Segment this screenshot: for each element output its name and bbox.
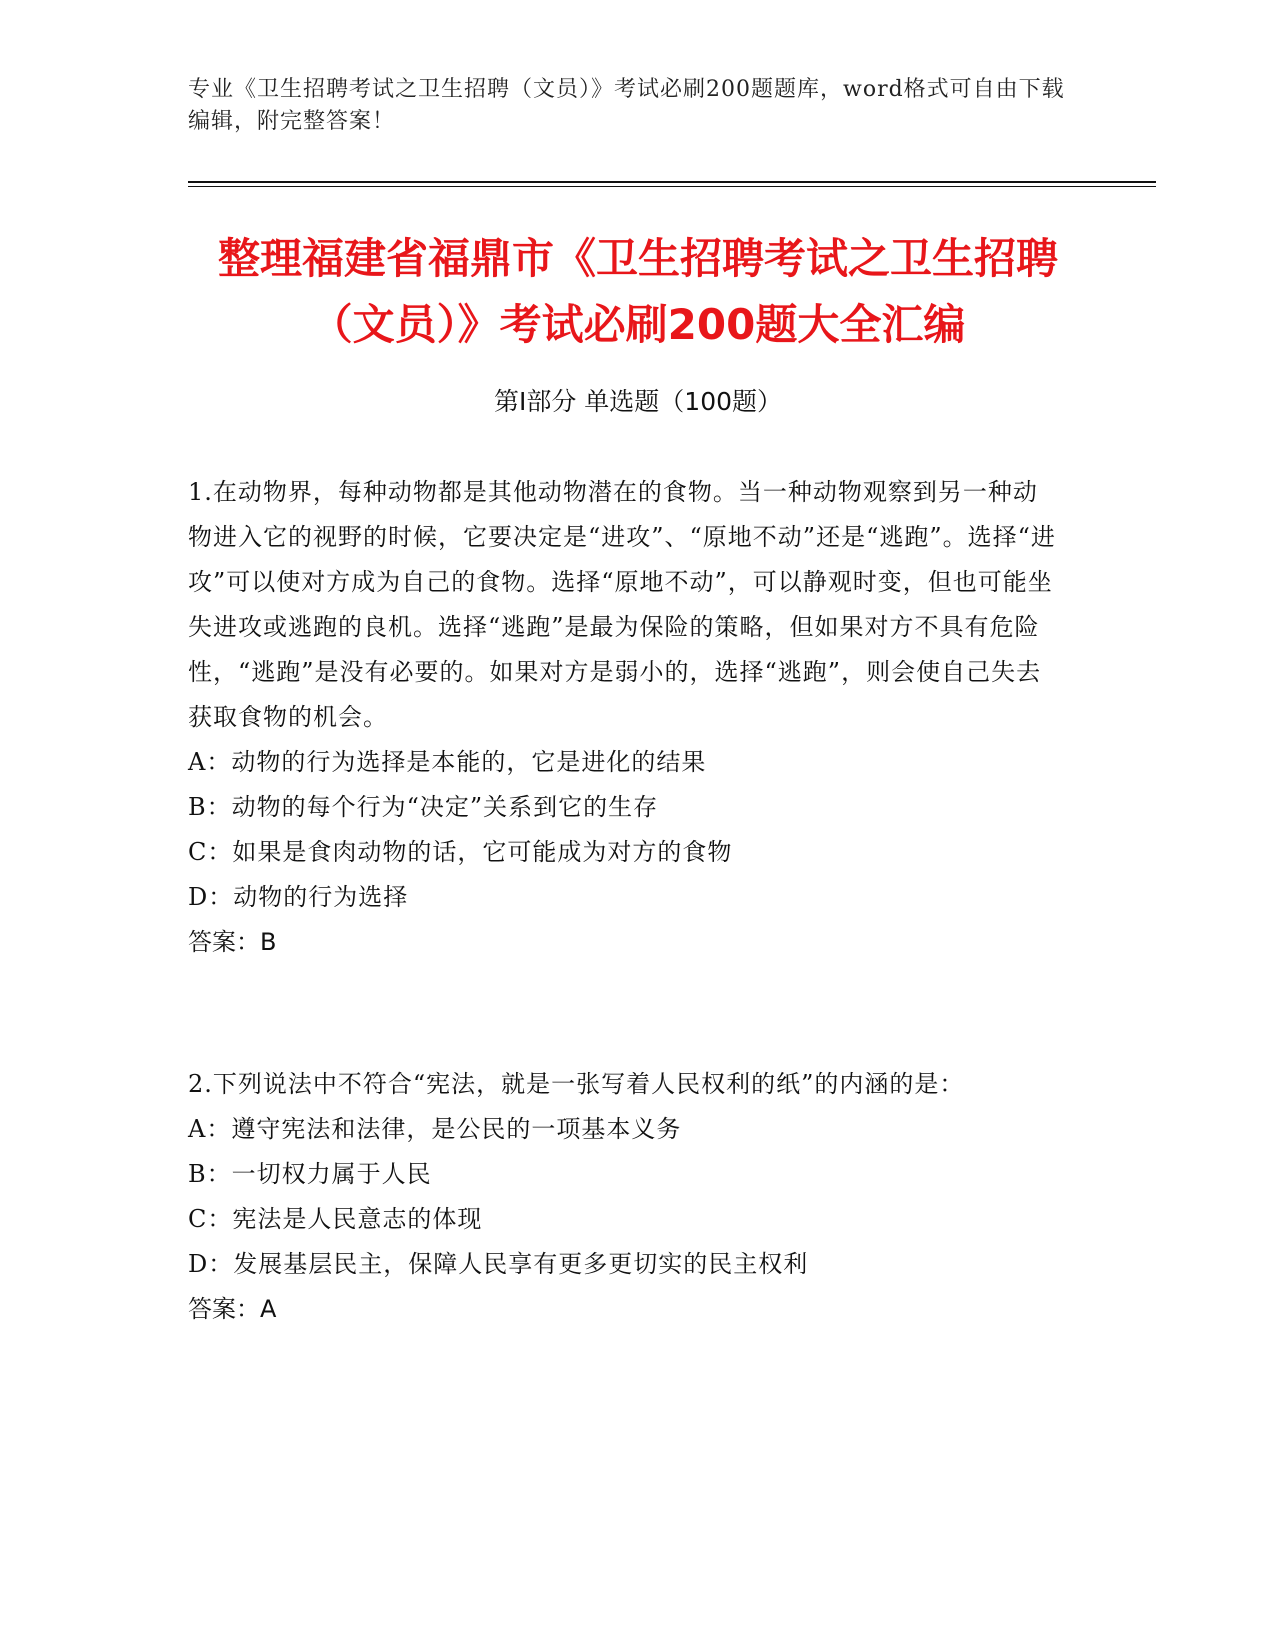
option-d: D：发展基层民主，保障人民享有更多更切实的民主权利	[188, 1250, 809, 1278]
option-b: B：动物的每个行为“决定”关系到它的生存	[188, 793, 659, 821]
section-heading: 第Ⅰ部分 单选题（100题）	[493, 387, 783, 416]
header-note: 专业《卫生招聘考试之卫生招聘（文员）》考试必刷200题题库，word格式可自由下载编辑，附完整答案！	[188, 77, 1065, 134]
document-title: 整理福建省福鼎市《卫生招聘考试之卫生招聘（文员）》考试必刷200题大全汇编	[217, 234, 1058, 349]
question-block	[188, 470, 1058, 965]
header-divider-thick	[188, 181, 1156, 183]
option-c: C：如果是食肉动物的话，它可能成为对方的食物	[188, 838, 733, 866]
question-text: 1.在动物界，每种动物都是其他动物潜在的食物。当一种动物观察到另一种动物进入它的视野的时候，它要决定是“进攻”、“原地不动”还是“逃跑”。选择“进攻”可以使对方成为自己的食物。选择“原地不动”，可以静观时变，但也可能坐失进攻或逃跑的良机。选择“逃跑”是最为保险的策略，但如果对方不具有危险性，“逃跑”是没有必要的。如果对方是弱小的，选择“逃跑”，则会使自己失去获取食物的机会。	[188, 478, 1056, 731]
option-c: C：宪法是人民意志的体现	[188, 1205, 483, 1233]
option-a: A：遵守宪法和法律，是公民的一项基本义务	[188, 1115, 682, 1143]
option-b: B：一切权力属于人民	[188, 1160, 432, 1188]
answer-label: 答案：B	[188, 928, 277, 956]
answer-label: 答案：A	[188, 1295, 277, 1323]
header-divider-thin	[188, 186, 1156, 187]
option-d: D：动物的行为选择	[188, 883, 409, 911]
question-text: 2.下列说法中不符合“宪法，就是一张写着人民权利的纸”的内涵的是：	[188, 1070, 965, 1098]
question-block	[188, 1062, 1058, 1332]
option-a: A：动物的行为选择是本能的，它是进化的结果	[188, 748, 707, 776]
